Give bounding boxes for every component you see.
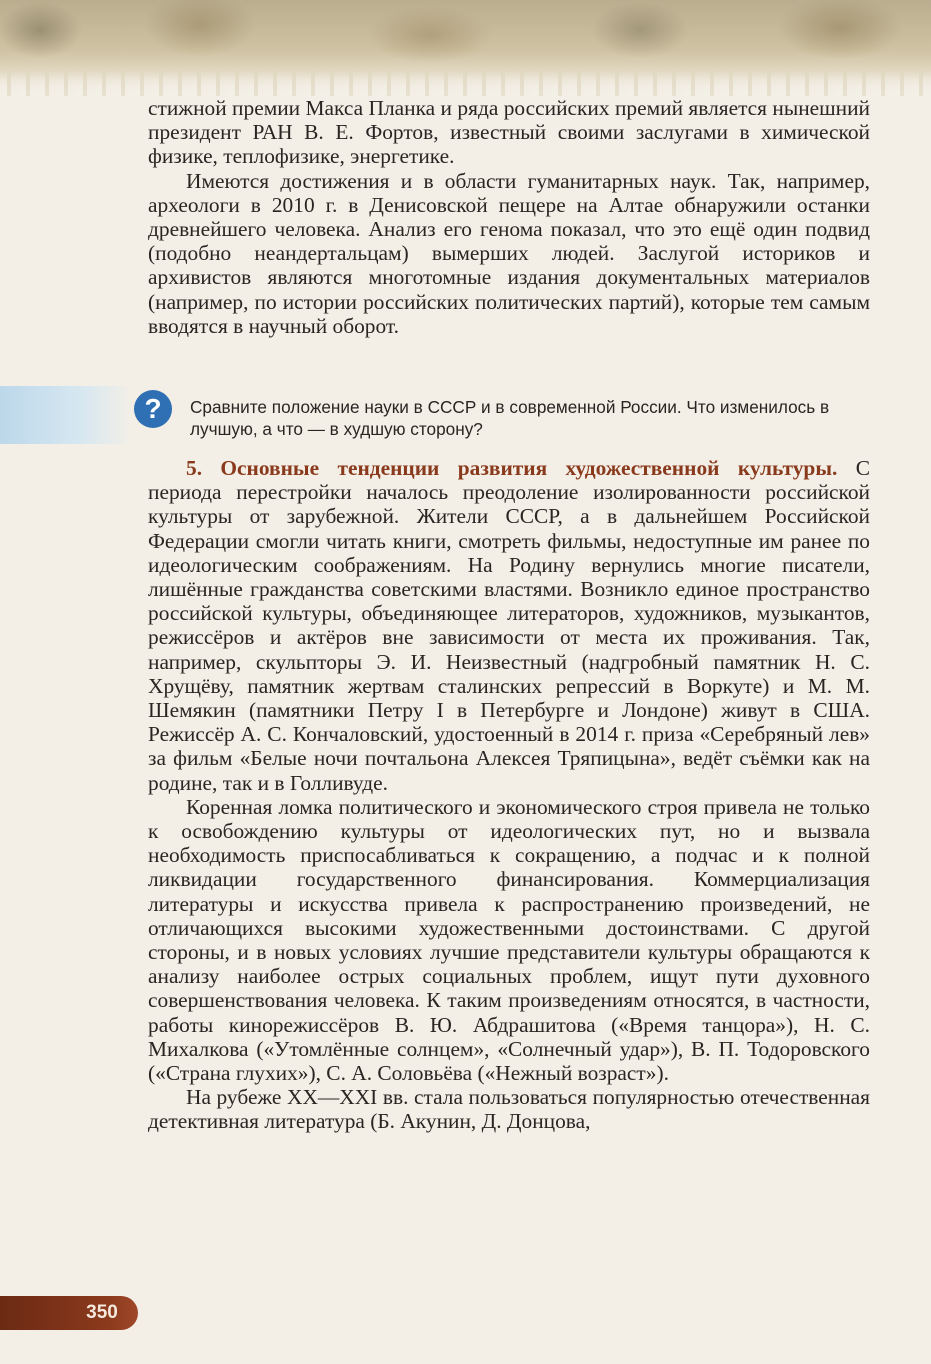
page-number: 350 [86, 1302, 118, 1323]
section-heading: 5. Основные тенденции развития художественной культуры. [186, 456, 838, 480]
paragraph-3 [148, 456, 870, 795]
paragraph-4: Коренная ломка политического и экономического строя привела не только к освобождению культуры от идеологических пут, но и вызвала необходимость приспосабливаться к сокращению, а подчас и к полной ликвидации государственного финансирования. Коммерциализация литературы и искусства привела к распространению произведений, не отличающихся высокими художественными достоинствами. С другой стороны, и в новых условиях лучшие представители культуры обращаются к анализу наиболее острых социальных проблем, ищут пути духовного совершенствования человека. К таким произведениям относятся, в частности, работы кинорежиссёров В. Ю. Абдрашитова («Время танцора»), Н. С. Михалкова («Утомлённые солнцем», «Солнечный удар»), В. П. Тодоровского («Страна глухих»), С. А. Соловьёва («Нежный возраст»). [148, 794, 870, 1086]
question-text: Сравните положение науки в СССР и в современной России. Что изменилось в лучшую, а что — в худшую сторону? [190, 397, 830, 439]
paragraph-3-body: С периода перестройки началось преодоление изолированности российской культуры от зарубежной. Жители СССР, а в дальнейшем Российской Федерации смогли читать книги, смотреть фильмы, недоступные им ранее по идеологическим соображениям. На Родину вернулись многие писатели, лишённые гражданства советскими властями. Возникло единое пространство российской культуры, объединяющее литераторов, художников, музыкантов, режиссёров и актёров вне зависимости от места их проживания. Так, например, скульпторы Э. И. Неизвестный (надгробный памятник Н. С. Хрущёву, памятник жертвам сталинских репрессий в Воркуте) и М. М. Шемякин (памятники Петру I в Петербурге и Лондоне) живут в США. Режиссёр А. С. Кончаловский, удостоенный в 2014 г. приза «Серебряный лев» за фильм «Белые ночи почтальона Алексея Тряпицына», ведёт съёмки как на родине, так и в Голливуде. [148, 456, 870, 795]
paragraph-5: На рубеже XX—XXI вв. стала пользоваться популярностью отечественная детективная литература (Б. Акунин, Д. Донцова, [148, 1085, 870, 1134]
text-block-top [148, 96, 870, 338]
text-block-main [148, 456, 870, 1134]
question-icon: ? [134, 390, 172, 428]
paragraph-2: Имеются достижения и в области гуманитарных наук. Так, например, археологи в 2010 г. в Денисовской пещере на Алтае обнаружили останки древнейшего человека. Анализ его генома показал, что это ещё один подвид (подобно неандертальцам) вымерших людей. Заслугой историков и архивистов являются многотомные издания документальных материалов (например, по истории российских политических партий), которые тем самым вводятся в научный оборот. [148, 168, 870, 338]
paragraph-1: стижной премии Макса Планка и ряда российских премий является нынешний президент РАН В. Е. Фортов, известный своими заслугами в химической физике, теплофизике, энергетике. [148, 96, 870, 169]
decorative-header-fringe [0, 70, 931, 96]
question-side-strip [0, 386, 132, 444]
